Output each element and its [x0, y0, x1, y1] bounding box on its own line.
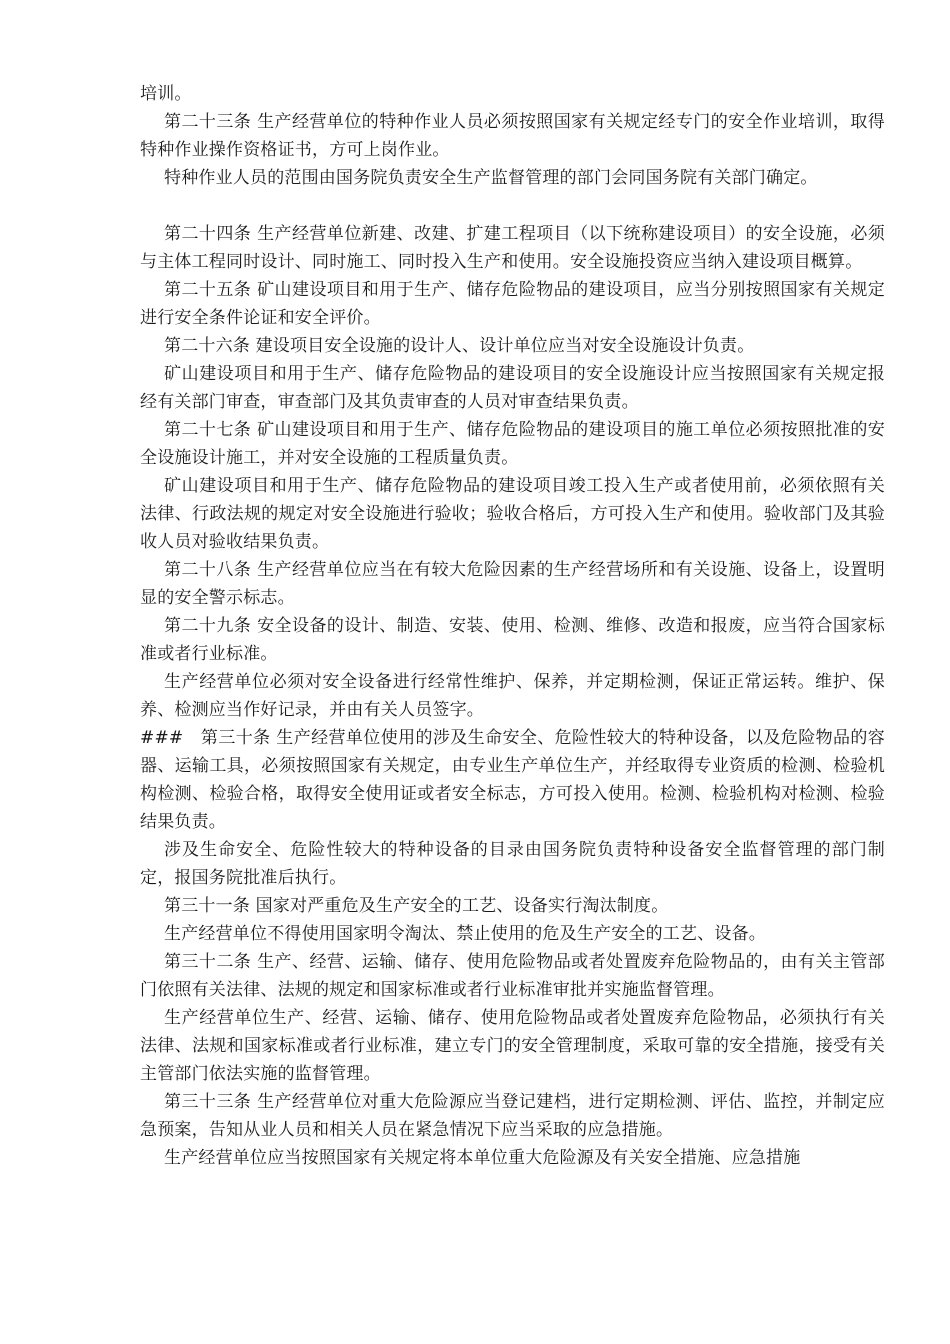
- paragraph-15: 第三十一条 国家对严重危及生产安全的工艺、设备实行淘汰制度。: [164, 896, 669, 916]
- paragraph-18: 生产经营单位生产、经营、运输、储存、使用危险物品或者处置废弃危险物品，必须执行有关法律、法规和国家标准或者行业标准，建立专门的安全管理制度，采取可靠的安全措施，接受有关主管部门依法实施的监督管理。: [140, 1008, 885, 1084]
- paragraph-8: 第二十七条 矿山建设项目和用于生产、储存危险物品的建设项目的施工单位必须按照批准的安全设施设计施工，并对安全设施的工程质量负责。: [140, 420, 885, 468]
- paragraph-4: 第二十四条 生产经营单位新建、改建、扩建工程项目（以下统称建设项目）的安全设施，必须与主体工程同时设计、同时施工、同时投入生产和使用。安全设施投资应当纳入建设项目概算。: [140, 224, 885, 272]
- paragraph-5: 第二十五条 矿山建设项目和用于生产、储存危险物品的建设项目，应当分别按照国家有关规定进行安全条件论证和安全评价。: [140, 280, 885, 328]
- paragraph-14: 涉及生命安全、危险性较大的特种设备的目录由国务院负责特种设备安全监督管理的部门制定，报国务院批准后执行。: [140, 840, 885, 888]
- paragraph-12: 生产经营单位必须对安全设备进行经常性维护、保养，并定期检测，保证正常运转。维护、保养、检测应当作好记录，并由有关人员签字。: [140, 672, 885, 720]
- paragraph-11: 第二十九条 安全设备的设计、制造、安装、使用、检测、维修、改造和报废，应当符合国家标准或者行业标准。: [140, 616, 885, 664]
- paragraph-1: 培训。: [140, 84, 192, 104]
- paragraph-6: 第二十六条 建设项目安全设施的设计人、设计单位应当对安全设施设计负责。: [164, 336, 755, 356]
- paragraph-13: ### 第三十条 生产经营单位使用的涉及生命安全、危险性较大的特种设备，以及危险物品的容器、运输工具，必须按照国家有关规定，由专业生产单位生产，并经取得专业资质的检测、检验机构检测、检验合格，取得安全使用证或者安全标志，方可投入使用。检测、检验机构对检测、检验结果负责。: [140, 728, 885, 832]
- paragraph-10: 第二十八条 生产经营单位应当在有较大危险因素的生产经营场所和有关设施、设备上，设置明显的安全警示标志。: [140, 560, 885, 608]
- paragraph-2: 第二十三条 生产经营单位的特种作业人员必须按照国家有关规定经专门的安全作业培训，取得特种作业操作资格证书，方可上岗作业。: [140, 112, 885, 160]
- paragraph-gap: [140, 192, 885, 220]
- paragraph-19: 第三十三条 生产经营单位对重大危险源应当登记建档，进行定期检测、评估、监控，并制定应急预案，告知从业人员和相关人员在紧急情况下应当采取的应急措施。: [140, 1092, 885, 1140]
- paragraph-20: 生产经营单位应当按照国家有关规定将本单位重大危险源及有关安全措施、应急措施: [164, 1148, 801, 1168]
- paragraph-3: 特种作业人员的范围由国务院负责安全生产监督管理的部门会同国务院有关部门确定。: [164, 168, 818, 188]
- paragraph-17: 第三十二条 生产、经营、运输、储存、使用危险物品或者处置废弃危险物品的，由有关主管部门依照有关法律、法规的规定和国家标准或者行业标准审批并实施监督管理。: [140, 952, 885, 1000]
- document-page: [140, 80, 885, 1172]
- paragraph-9: 矿山建设项目和用于生产、储存危险物品的建设项目竣工投入生产或者使用前，必须依照有关法律、行政法规的规定对安全设施进行验收；验收合格后，方可投入生产和使用。验收部门及其验收人员对验收结果负责。: [140, 476, 885, 552]
- paragraph-7: 矿山建设项目和用于生产、储存危险物品的建设项目的安全设施设计应当按照国家有关规定报经有关部门审查，审查部门及其负责审查的人员对审查结果负责。: [140, 364, 885, 412]
- paragraph-16: 生产经营单位不得使用国家明令淘汰、禁止使用的危及生产安全的工艺、设备。: [164, 924, 766, 944]
